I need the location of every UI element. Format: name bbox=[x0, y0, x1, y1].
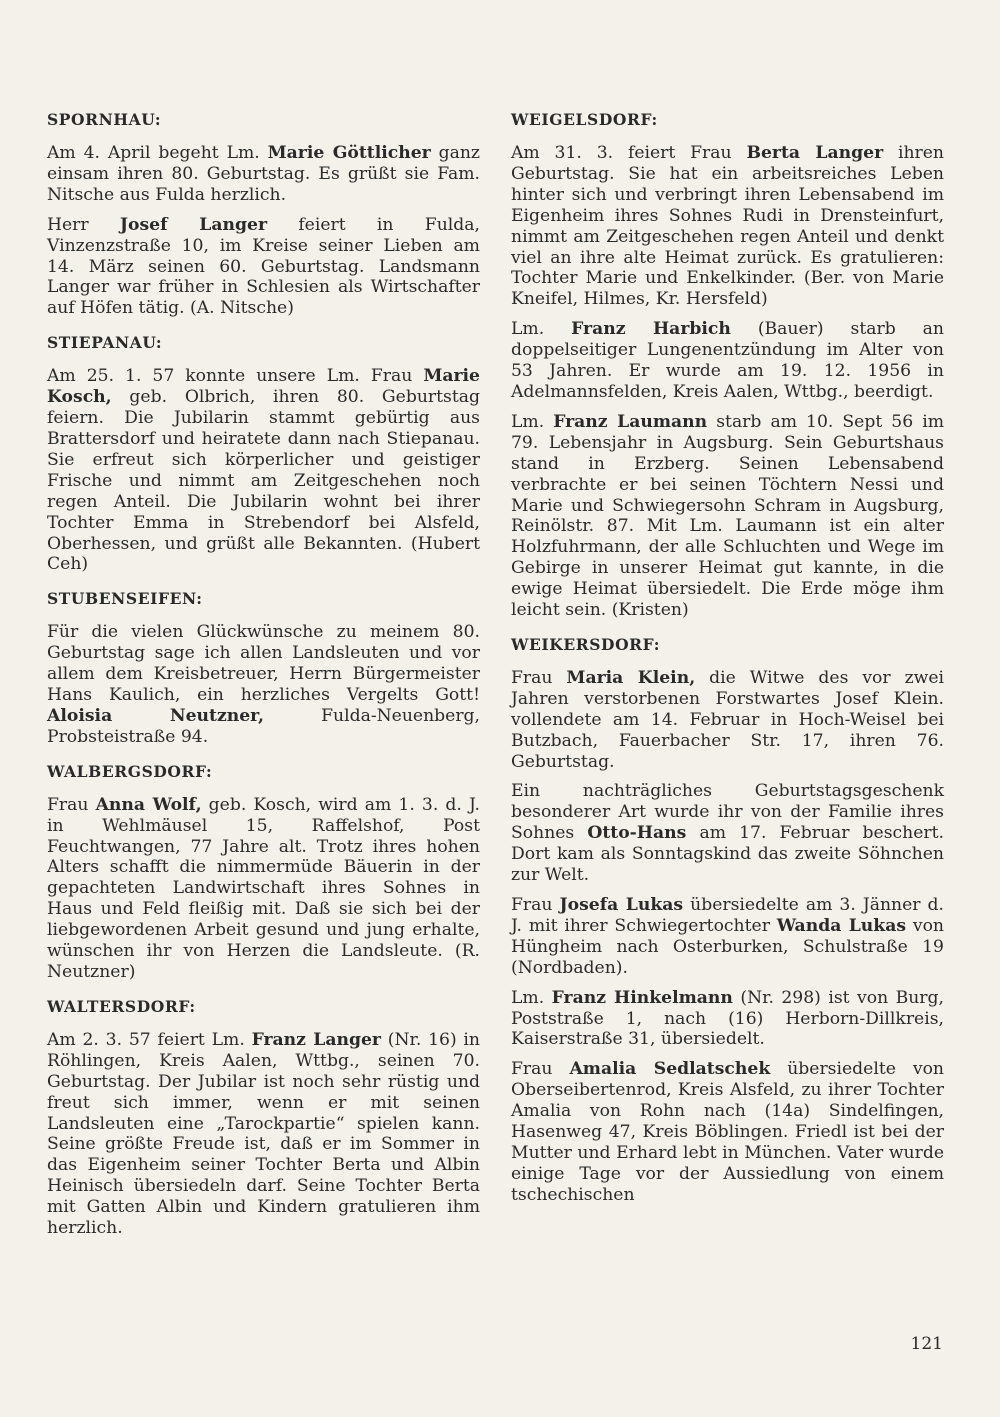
person-name: Aloisia Neutzner, bbox=[47, 705, 264, 726]
section bbox=[47, 762, 480, 983]
person-name: Maria Klein, bbox=[566, 667, 696, 688]
text-segment: ganz einsam ihren 80. Geburtstag. Es grüßt sie Fam. Nitsche aus Fulda herzlich. bbox=[47, 143, 480, 205]
section-heading: WEIGELSDORF: bbox=[511, 110, 658, 129]
person-name: Josefa Lukas bbox=[559, 895, 684, 915]
section-heading: WALBERGSDORF: bbox=[47, 761, 213, 781]
section bbox=[511, 635, 944, 1206]
text-segment: Am 4. April begeht Lm. bbox=[47, 143, 268, 163]
paragraph bbox=[47, 143, 480, 206]
paragraph bbox=[511, 988, 944, 1051]
text-segment: Frau bbox=[511, 895, 560, 915]
text-segment: die Witwe des vor zwei Jahren verstorbenen Forstwartes Josef Klein. vollendete am 14. Februar in Hoch-Weisel bei Butzbach, Fauerbacher Str. 17, ihren 76. Geburtstag. bbox=[511, 667, 945, 772]
text-segment: (Bauer) starb an doppelseitiger Lungenentzündung im Alter von 53 Jahren. Er wurde am 19. 12. 1956 in Adelmannsfelden, Kreis Aalen, Wttbg., beerdigt. bbox=[511, 319, 944, 402]
person-name: Franz Harbich bbox=[571, 319, 731, 340]
text-segment: von Hüngheim nach Osterburken, Schulstraße 19 (Nordbaden). bbox=[511, 915, 944, 978]
text-segment: Frau bbox=[511, 1059, 570, 1080]
text-segment: Für die vielen Glückwünsche zu meinem 80. Geburtstag sage ich allen Landsleuten und vor allem dem Kreisbetreuer, Herrn Bürgermeister Hans Kaulich, ein herzliches Vergelts Gott! bbox=[47, 622, 480, 706]
section bbox=[511, 110, 944, 621]
text-segment: übersiedelte am 3. Jänner d. J. mit ihrer Schwiegertochter bbox=[511, 895, 945, 936]
paragraph bbox=[47, 215, 480, 320]
text-segment: starb am 10. Sept 56 im 79. Lebensjahr in Augsburg. Sein Geburtshaus stand in Erzberg. Seinen Lebensabend verbrachte er bei seinen Töchtern Nessi und Marie und Schwiegersohn Schram in Augsburg, Reinölstr. 87. Mit Lm. Laumann ist ein alter Holzfuhrmann, der alle Schluchten und Wege im Gebirge in unserer Heimat gut kannte, in die ewige Heimat übersiedelt. Die Erde möge ihm leicht sein. (Kristen) bbox=[511, 411, 945, 621]
person-name: Franz Hinkelmann bbox=[551, 987, 733, 1008]
page-number: 121 bbox=[910, 1334, 943, 1354]
section bbox=[47, 589, 480, 747]
person-name: Franz Langer bbox=[251, 1029, 381, 1050]
text-segment: Lm. bbox=[511, 987, 552, 1008]
text-segment: Am 2. 3. 57 feiert Lm. bbox=[47, 1029, 252, 1050]
text-segment: Frau bbox=[47, 794, 96, 815]
text-segment: Herr bbox=[47, 214, 120, 235]
paragraph bbox=[511, 895, 944, 979]
section-heading: WALTERSDORF: bbox=[47, 996, 196, 1016]
paragraph bbox=[511, 319, 944, 403]
person-name: Berta Langer bbox=[746, 143, 884, 163]
text-segment: (Nr. 16) in Röhlingen, Kreis Aalen, Wttbg., seinen 70. Geburtstag. Der Jubilar ist noch sehr rüstig und freut sich immer, wenn er mit seinen Landsleuten eine „Tarockpartie“ spielen kann. Seine größte Freude ist, daß er im Sommer in das Eigenheim seiner Tochter Berta und Albin Heinisch übersiedeln darf. Seine Tochter Berta mit Gatten Albin und Kindern gratulieren ihm herzlich. bbox=[47, 1029, 480, 1239]
text-segment: feiert in Fulda, Vinzenzstraße 10, im Kreise seiner Lieben am 14. März seinen 60. Geburtstag. Landsmann Langer war früher in Schlesien als Wirtschafter auf Höfen tätig. (A. Nitsche) bbox=[47, 214, 480, 319]
section bbox=[47, 110, 480, 319]
text-segment: Am 25. 1. 57 konnte unsere Lm. Frau bbox=[47, 366, 424, 387]
person-name: Franz Laumann bbox=[553, 411, 708, 432]
section-heading: WEIKERSDORF: bbox=[511, 634, 661, 654]
text-segment: geb. Olbrich, ihren 80. Geburtstag feiern. Die Jubilarin stammt gebürtig aus Brattersdorf und heiratete dann nach Stiepanau. Sie erfreut sich körperlicher und geistiger Frische und nimmt am Zeitgeschehen noch regen Anteil. Die Jubilarin wohnt bei ihrer Tochter Emma in Strebendorf bei Alsfeld, Oberhessen, und grüßt alle Bekannten. (Hubert Ceh) bbox=[47, 387, 480, 575]
text-segment: geb. Kosch, wird am 1. 3. d. J. in Wehlmäusel 15, Raffelshof, Post Feuchtwangen, 77 Jahre alt. Trotz ihres hohen Alters schafft die nimmermüde Bäuerin in der gepachteten Landwirtschaft ihres Sohnes in Haus und Feld fleißig mit. Daß sie sich bei der liebgewordenen Arbeit gesund und jung erhalte, wünschen ihr von Herzen die Landsleute. (R. Neutzner) bbox=[47, 794, 481, 982]
text-segment: am 17. Februar beschert. Dort kam als Sonntagskind das zweite Söhnchen zur Welt. bbox=[511, 823, 944, 886]
text-segment: Ein nachträgliches Geburtstagsgeschenk besonderer Art wurde ihr von der Familie ihres Sohnes bbox=[511, 781, 944, 844]
text-segment: Fulda-Neuenberg, Probsteistraße 94. bbox=[47, 705, 481, 747]
person-name: Josef Langer bbox=[119, 214, 268, 235]
paragraph bbox=[47, 622, 480, 747]
paragraph bbox=[47, 366, 480, 575]
person-name: Marie Göttlicher bbox=[267, 143, 431, 163]
section-heading: STUBENSEIFEN: bbox=[47, 589, 203, 609]
text-segment: Lm. bbox=[511, 319, 572, 340]
paragraph bbox=[511, 668, 944, 773]
text-segment: Lm. bbox=[511, 411, 554, 432]
paragraph bbox=[511, 781, 944, 886]
paragraph bbox=[511, 143, 944, 310]
text-segment: (Nr. 298) ist von Burg, Poststraße 1, nach (16) Herborn-Dillkreis, Kaiserstraße 31, übersiedelt. bbox=[511, 987, 944, 1050]
person-name: Otto-Hans bbox=[587, 823, 687, 844]
text-segment: ihren Geburtstag. Sie hat ein arbeitsreiches Leben hinter sich und verbringt ihren Lebensabend im Eigenheim ihres Sohnes Rudi in Drensteinfurt, nimmt am Zeitgeschehen regen Anteil und denkt viel an ihre alte Heimat zurück. Es gratulieren: Tochter Marie und Enkelkinder. (Ber. von Marie Kneifel, Hilmes, Kr. Hersfeld) bbox=[511, 143, 944, 310]
text-segment: Frau bbox=[511, 667, 567, 688]
paragraph bbox=[511, 412, 944, 621]
section-heading: STIEPANAU: bbox=[47, 333, 163, 353]
text-segment: Am 31. 3. feiert Frau bbox=[511, 143, 747, 163]
paragraph bbox=[47, 795, 480, 983]
section bbox=[47, 997, 480, 1239]
text-segment: übersiedelte von Oberseibertenrod, Kreis Alsfeld, zu ihrer Tochter Amalia von Rohn nach (14a) Sindelfingen, Hasenweg 47, Kreis Böblingen. Friedl ist bei der Mutter und Erhard lebt in München. Vater wurde einige Tage vor der Aussiedlung von einem tschechischen bbox=[511, 1059, 944, 1205]
paragraph bbox=[511, 1059, 944, 1205]
right-column bbox=[511, 110, 944, 1220]
person-name: Marie Kosch, bbox=[47, 366, 480, 408]
left-column bbox=[47, 110, 480, 1253]
person-name: Anna Wolf, bbox=[95, 794, 202, 815]
section-heading: SPORNHAU: bbox=[47, 110, 162, 129]
paragraph bbox=[47, 1030, 480, 1239]
person-name: Amalia Sedlatschek bbox=[569, 1059, 771, 1080]
person-name: Wanda Lukas bbox=[776, 915, 907, 936]
section bbox=[47, 333, 480, 575]
